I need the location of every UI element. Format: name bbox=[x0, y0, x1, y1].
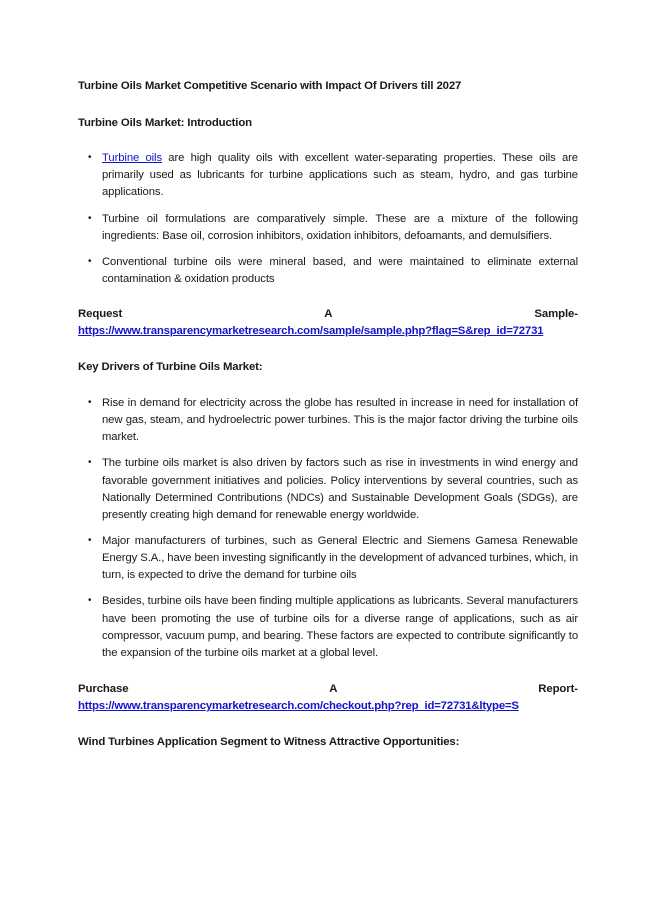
request-sample-label-center: A bbox=[324, 308, 333, 321]
document-body bbox=[78, 78, 578, 751]
purchase-report-label-left: Purchase bbox=[78, 683, 129, 696]
request-sample-label-left: Request bbox=[78, 308, 123, 321]
introduction-heading: Turbine Oils Market: Introduction bbox=[78, 116, 252, 129]
list-item-text: Besides, turbine oils have been finding multiple applications as lubricants. Several manufacturers have been promoting the use of turbine oils for a diverse range of applications, such as air compressor, vacuum pump, and bearing. These factors are expected to contribute significantly to the expansion of the turbine oils market at a global level. bbox=[102, 595, 578, 659]
list-item-text: Rise in demand for electricity across the globe has resulted in increase in need for installation of new gas, steam, and hydroelectric power turbines. This is the major factor driving the turbine oils market. bbox=[102, 396, 578, 444]
list-item bbox=[78, 211, 578, 245]
list-item-text: Turbine oil formulations are comparatively simple. These are a mixture of the following ingredients: Base oil, corrosion inhibitors, oxidation inhibitors, defoamants, and demulsifiers. bbox=[102, 212, 578, 242]
purchase-report-label-row bbox=[78, 681, 578, 698]
list-item-text: Major manufacturers of turbines, such as General Electric and Siemens Gamesa Renewable Energy S.A., have been investing significantly in the development of advanced turbines, which, in turn, is expected to drive the demand for turbine oils bbox=[102, 535, 578, 582]
page-title: Turbine Oils Market Competitive Scenario with Impact Of Drivers till 2027 bbox=[78, 80, 462, 92]
request-sample-label-right: Sample- bbox=[534, 308, 578, 321]
request-sample-label-row bbox=[78, 306, 578, 323]
closing-heading: Wind Turbines Application Segment to Witness Attractive Opportunities: bbox=[78, 736, 460, 749]
key-drivers-heading: Key Drivers of Turbine Oils Market: bbox=[78, 361, 263, 374]
purchase-report-url-link[interactable]: https://www.transparencymarketresearch.com/checkout.php?rep_id=72731&ltype=S bbox=[78, 700, 519, 713]
purchase-report-block bbox=[78, 681, 578, 715]
request-sample-block bbox=[78, 306, 578, 340]
list-item bbox=[78, 395, 578, 446]
list-item bbox=[78, 593, 578, 662]
purchase-report-label-center: A bbox=[329, 683, 338, 696]
list-item bbox=[78, 254, 578, 288]
purchase-report-label-right: Report- bbox=[538, 683, 578, 696]
list-item-text: Conventional turbine oils were mineral based, and were maintained to eliminate external contamination & oxidation products bbox=[102, 255, 578, 285]
list-item bbox=[78, 150, 578, 201]
list-item-text: The turbine oils market is also driven by factors such as rise in investments in wind energy and favorable government initiatives and policies. Policy interventions by several countries, such as Nationally Determined Contributions (NDCs) and Sustainable Development Goals (SDGs), are presently creating high demand for renewable energy worldwide. bbox=[102, 457, 578, 521]
turbine-oils-link[interactable]: Turbine oils bbox=[102, 152, 163, 165]
introduction-bullet-list bbox=[78, 150, 578, 288]
list-item bbox=[78, 533, 578, 584]
key-drivers-bullet-list bbox=[78, 395, 578, 662]
list-item-text: are high quality oils with excellent water-separating properties. These oils are primarily used as lubricants for turbine applications such as steam, hydro, and gas turbine applications. bbox=[102, 152, 578, 199]
request-sample-url-link[interactable]: https://www.transparencymarketresearch.com/sample/sample.php?flag=S&rep_id=72731 bbox=[78, 325, 544, 338]
list-item bbox=[78, 455, 578, 524]
